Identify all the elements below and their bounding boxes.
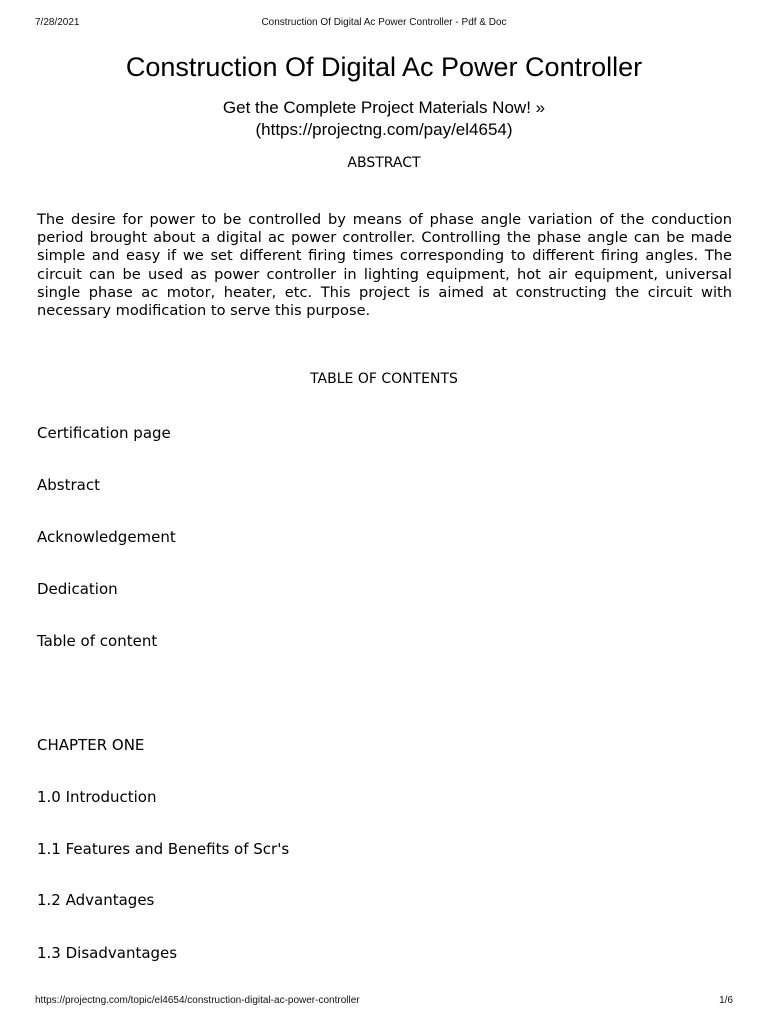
toc-item-acknowledgement: Acknowledgement (37, 528, 176, 546)
promo-block (0, 97, 768, 141)
promo-line: Get the Complete Project Materials Now! » (222, 98, 546, 117)
toc-heading: TABLE OF CONTENTS (310, 371, 458, 387)
toc-item-table-of-content: Table of content (37, 632, 158, 650)
header-document-title: Construction Of Digital Ac Power Controller - Pdf & Doc (261, 17, 507, 28)
promo-link[interactable]: (https://projectng.com/pay/el4654) (255, 120, 513, 139)
toc-item-introduction: 1.0 Introduction (37, 788, 157, 806)
footer-url: https://projectng.com/topic/el4654/construction-digital-ac-power-controller (35, 995, 360, 1006)
footer-page-number: 1/6 (719, 995, 733, 1006)
toc-item-certification: Certification page (37, 424, 171, 442)
toc-item-disadvantages: 1.3 Disadvantages (37, 944, 178, 962)
toc-item-abstract: Abstract (37, 476, 100, 494)
abstract-text: The desire for power to be controlled by means of phase angle variation of the conduction period brought about a digital ac power controller. Controlling the phase angle can be made simple and easy if we set different firing times corresponding to different firing angles. The circuit can be used as power controller in lighting equipment, hot air equipment, universal single phase ac motor, heater, etc. This project is aimed at constructing the circuit with necessary modification to serve this purpose. (37, 211, 732, 320)
toc-item-features-benefits: 1.1 Features and Benefits of Scr's (37, 840, 290, 858)
toc-item-dedication: Dedication (37, 580, 118, 598)
toc-item-advantages: 1.2 Advantages (37, 891, 155, 909)
header-date: 7/28/2021 (35, 17, 80, 28)
page-title: Construction Of Digital Ac Power Controller (125, 52, 643, 82)
abstract-heading: ABSTRACT (347, 155, 421, 171)
toc-item-chapter-one: CHAPTER ONE (37, 736, 145, 754)
